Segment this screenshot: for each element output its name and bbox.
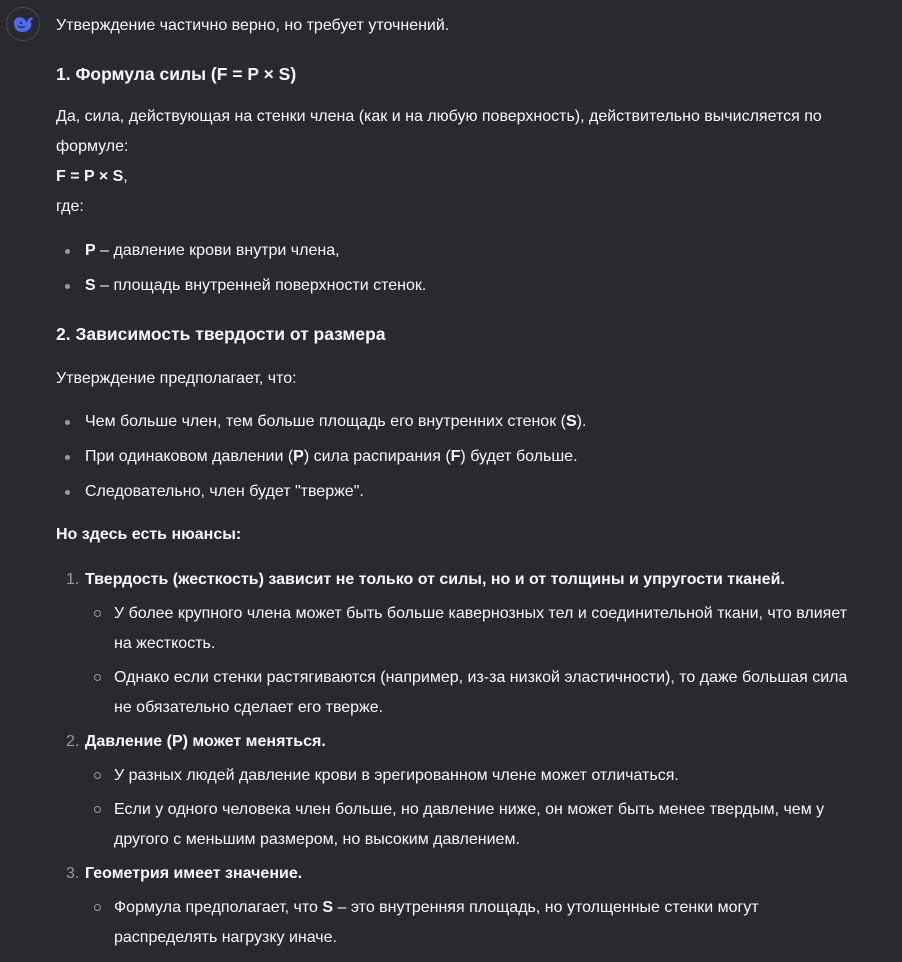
text: Следовательно, член будет "тверже". xyxy=(85,483,364,500)
formula-line xyxy=(56,162,876,192)
where-label: где: xyxy=(56,198,84,215)
item-number: 2. xyxy=(66,733,80,750)
deepseek-whale-icon xyxy=(12,15,34,33)
sub-item xyxy=(85,663,856,723)
list-item xyxy=(56,407,586,437)
term: P xyxy=(85,242,96,259)
section-2-paragraph: Утверждение предполагает, что: xyxy=(56,370,297,387)
intro-text: Утверждение частично верно, но требует уточнений. xyxy=(56,17,450,34)
list-item xyxy=(56,236,426,266)
list-item xyxy=(56,477,586,507)
nuance-title: Геометрия имеет значение. xyxy=(85,865,303,882)
formula-terms-list xyxy=(56,236,426,306)
formula: F = P × S xyxy=(56,168,124,185)
circle-bullet-icon xyxy=(94,806,101,813)
term-description: – давление крови внутри члена, xyxy=(95,242,340,259)
formula-suffix: , xyxy=(123,168,128,185)
text: Однако если стенки растягиваются (например, из-за низкой эластичности), то даже большая сила не обязательно сделает его тверже. xyxy=(114,669,848,716)
assumptions-list xyxy=(56,407,586,512)
bold-text: S xyxy=(565,413,577,430)
text: При одинаковом давлении ( xyxy=(85,448,294,465)
bullet-icon xyxy=(65,455,70,460)
bold-text: F xyxy=(450,448,461,465)
nuance-sublist xyxy=(85,761,856,855)
circle-bullet-icon xyxy=(94,674,101,681)
section-1-body xyxy=(56,102,876,222)
list-item xyxy=(56,271,426,301)
sub-item xyxy=(85,761,856,791)
nuances-list xyxy=(56,565,856,957)
text: Чем больше член, тем больше площадь его внутренних стенок ( xyxy=(85,413,566,430)
term: S xyxy=(85,277,96,294)
nuance-item xyxy=(56,859,856,953)
text: ) сила распирания ( xyxy=(303,448,451,465)
sub-item xyxy=(85,599,856,659)
nuance-sublist xyxy=(85,599,856,723)
text: Если у одного человека член больше, но давление ниже, он может быть менее твердым, чем у другого с меньшим размером, но высоким давлением. xyxy=(114,801,825,848)
section-1-heading: 1. Формула силы (F = P × S) xyxy=(56,64,297,84)
assistant-avatar xyxy=(6,7,40,41)
circle-bullet-icon xyxy=(94,610,101,617)
text: ). xyxy=(576,413,587,430)
text: У более крупного члена может быть больше кавернозных тел и соединительной ткани, что влияет на жесткость. xyxy=(114,605,848,652)
nuance-item xyxy=(56,727,856,855)
bullet-icon xyxy=(65,284,70,289)
section-1-paragraph: Да, сила, действующая на стенки члена (как и на любую поверхность), действительно вычисляется по формуле: xyxy=(56,108,822,155)
item-number: 1. xyxy=(66,571,80,588)
circle-bullet-icon xyxy=(94,904,101,911)
sub-item xyxy=(85,893,856,953)
text: – это внутренняя площадь, но утолщенные стенки могут распределять нагрузку иначе. xyxy=(114,899,759,946)
nuance-title: Твердость (жесткость) зависит не только от силы, но и от толщины и упругости тканей. xyxy=(85,571,785,588)
section-2-heading: 2. Зависимость твердости от размера xyxy=(56,324,386,344)
circle-bullet-icon xyxy=(94,772,101,779)
bold-text: S xyxy=(322,899,334,916)
bullet-icon xyxy=(65,420,70,425)
term-description: – площадь внутренней поверхности стенок. xyxy=(95,277,427,294)
nuance-item xyxy=(56,565,856,723)
sub-item xyxy=(85,795,856,855)
bullet-icon xyxy=(65,490,70,495)
nuance-title: Давление (P) может меняться. xyxy=(85,733,326,750)
item-number: 3. xyxy=(66,865,80,882)
list-item xyxy=(56,442,586,472)
bold-text: P xyxy=(293,448,304,465)
text: ) будет больше. xyxy=(460,448,578,465)
nuance-sublist xyxy=(85,893,856,953)
text: Формула предполагает, что xyxy=(114,899,323,916)
nuances-heading-text: Но здесь есть нюансы: xyxy=(56,526,242,543)
bullet-icon xyxy=(65,249,70,254)
text: У разных людей давление крови в эрегированном члене может отличаться. xyxy=(114,767,679,784)
nuances-heading xyxy=(56,520,241,550)
